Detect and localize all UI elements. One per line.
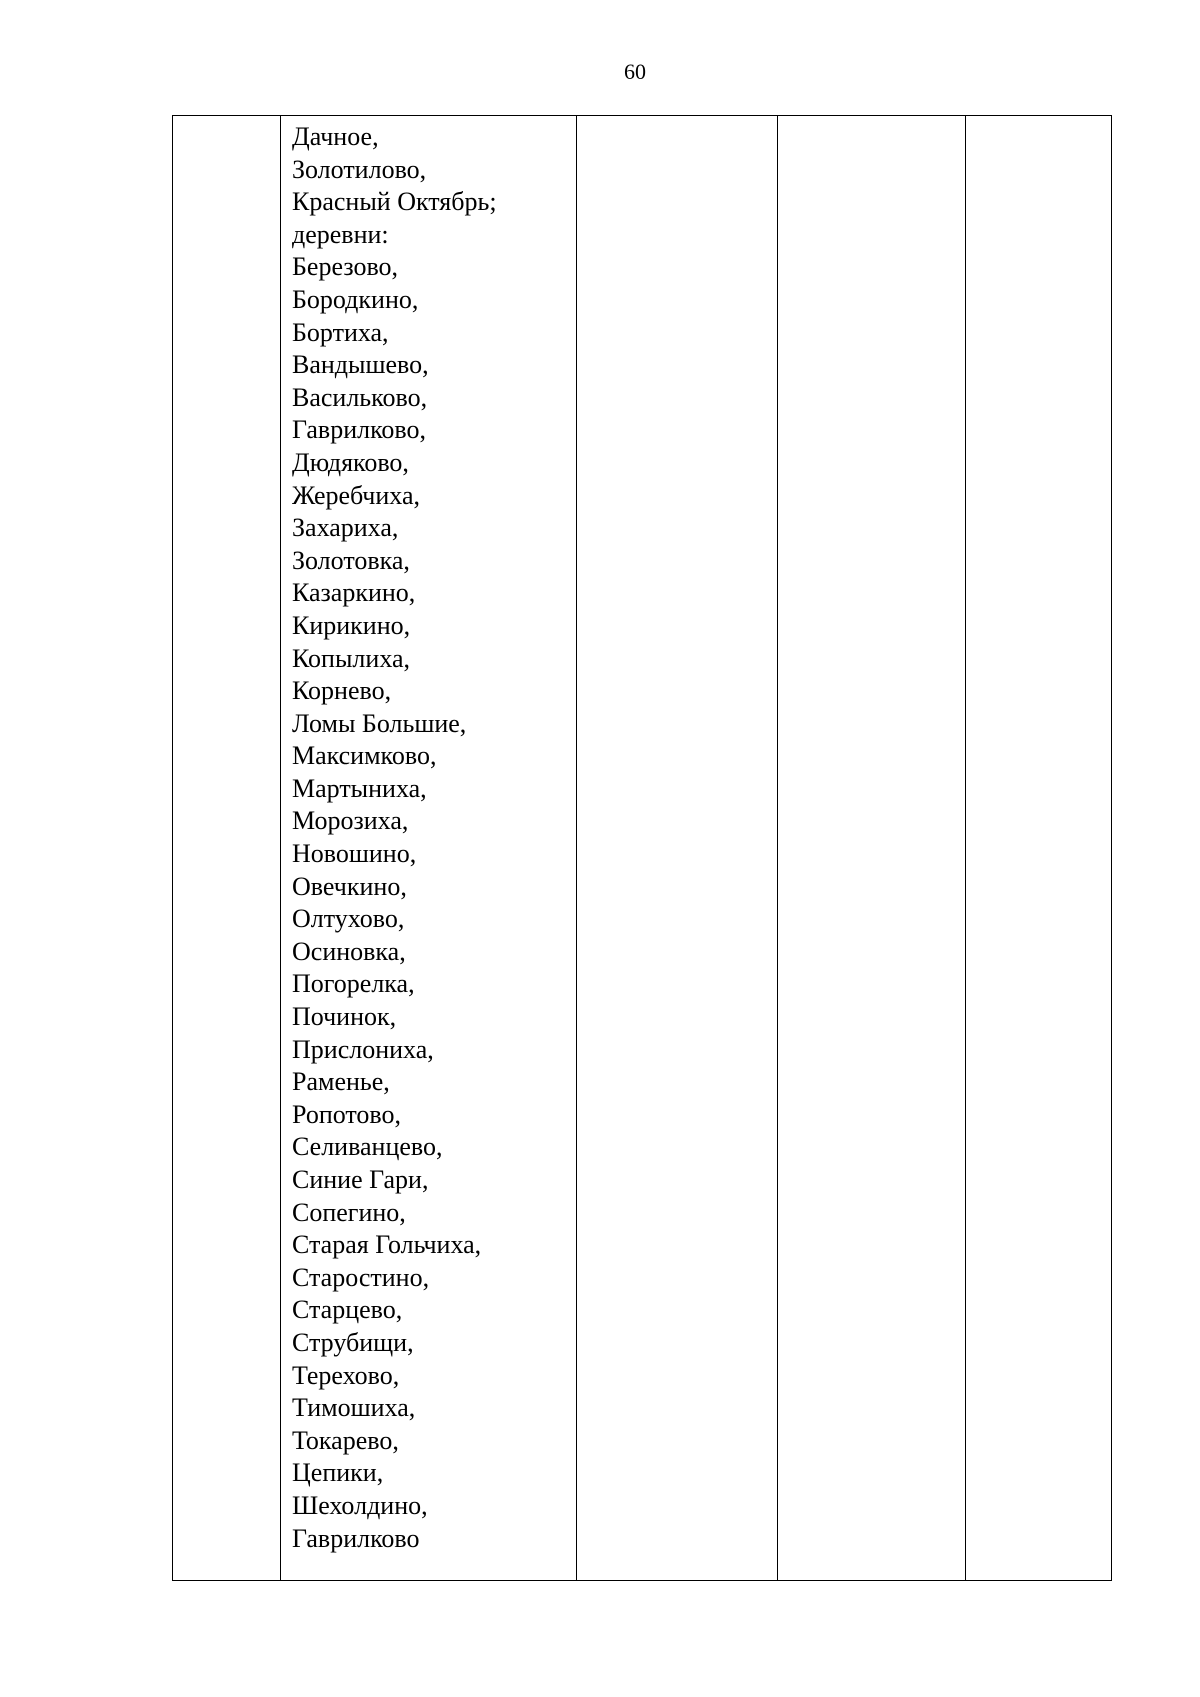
- list-item: Раменье,: [292, 1067, 390, 1097]
- table-row: [173, 116, 1112, 1581]
- list-item: Терехово,: [292, 1360, 400, 1390]
- list-item: Олтухово,: [292, 904, 405, 934]
- list-item: Березово,: [292, 252, 399, 282]
- list-item: Гаврилково,: [292, 415, 426, 445]
- list-item: Цепики,: [292, 1458, 384, 1488]
- list-item: Золотовка,: [292, 545, 410, 575]
- list-item: Максимково,: [292, 741, 437, 771]
- list-item: Тимошиха,: [292, 1393, 416, 1423]
- list-item: Синие Гари,: [292, 1165, 429, 1194]
- table-cell-empty-4: [778, 116, 966, 1581]
- list-item: Красный Октябрь;: [292, 187, 497, 217]
- list-item: Вандышево,: [292, 350, 429, 380]
- list-item: Копылиха,: [292, 643, 411, 673]
- list-item: деревни:: [292, 219, 389, 249]
- table-cell-places: [281, 116, 577, 1581]
- list-item: Сопегино,: [292, 1197, 406, 1227]
- table-cell-empty-1: [173, 116, 281, 1581]
- table-cell-empty-3: [577, 116, 778, 1581]
- settlements-table: [172, 115, 1112, 1581]
- list-item: Токарево,: [292, 1425, 399, 1455]
- table-cell-empty-5: [966, 116, 1112, 1581]
- list-item: Дюдяково,: [292, 447, 409, 477]
- list-item: Ропотово,: [292, 1099, 402, 1129]
- list-item: Осиновка,: [292, 936, 406, 966]
- list-item: Бородкино,: [292, 284, 419, 314]
- list-item: Починок,: [292, 1002, 397, 1032]
- list-item: Жеребчиха,: [292, 480, 420, 510]
- list-item: Корнево,: [292, 676, 392, 706]
- list-item: Старая Гольчиха,: [292, 1230, 482, 1260]
- list-item: Кирикино,: [292, 610, 411, 640]
- list-item: Гаврилково: [292, 1523, 420, 1553]
- list-item: Шехолдино,: [292, 1490, 428, 1520]
- list-item: Захариха,: [292, 513, 399, 543]
- list-item: Бортиха,: [292, 317, 389, 347]
- list-item: Васильково,: [292, 382, 428, 412]
- place-list: [281, 116, 576, 1555]
- list-item: Казаркино,: [292, 578, 416, 608]
- list-item: Струбищи,: [292, 1327, 414, 1357]
- list-item: Новошино,: [292, 839, 417, 869]
- list-item: Мартыниха,: [292, 773, 427, 803]
- list-item: Прислониха,: [292, 1034, 434, 1064]
- list-item: Дачное,: [292, 122, 379, 151]
- list-item: Золотилово,: [292, 154, 427, 184]
- page-number: 60: [624, 59, 646, 84]
- list-item: Морозиха,: [292, 806, 409, 836]
- list-item: Селиванцево,: [292, 1132, 443, 1162]
- list-item: Овечкино,: [292, 871, 407, 901]
- list-item: Старостино,: [292, 1262, 430, 1292]
- list-item: Старцево,: [292, 1295, 403, 1325]
- list-item: Погорелка,: [292, 969, 415, 999]
- list-item: Ломы Большие,: [292, 708, 467, 738]
